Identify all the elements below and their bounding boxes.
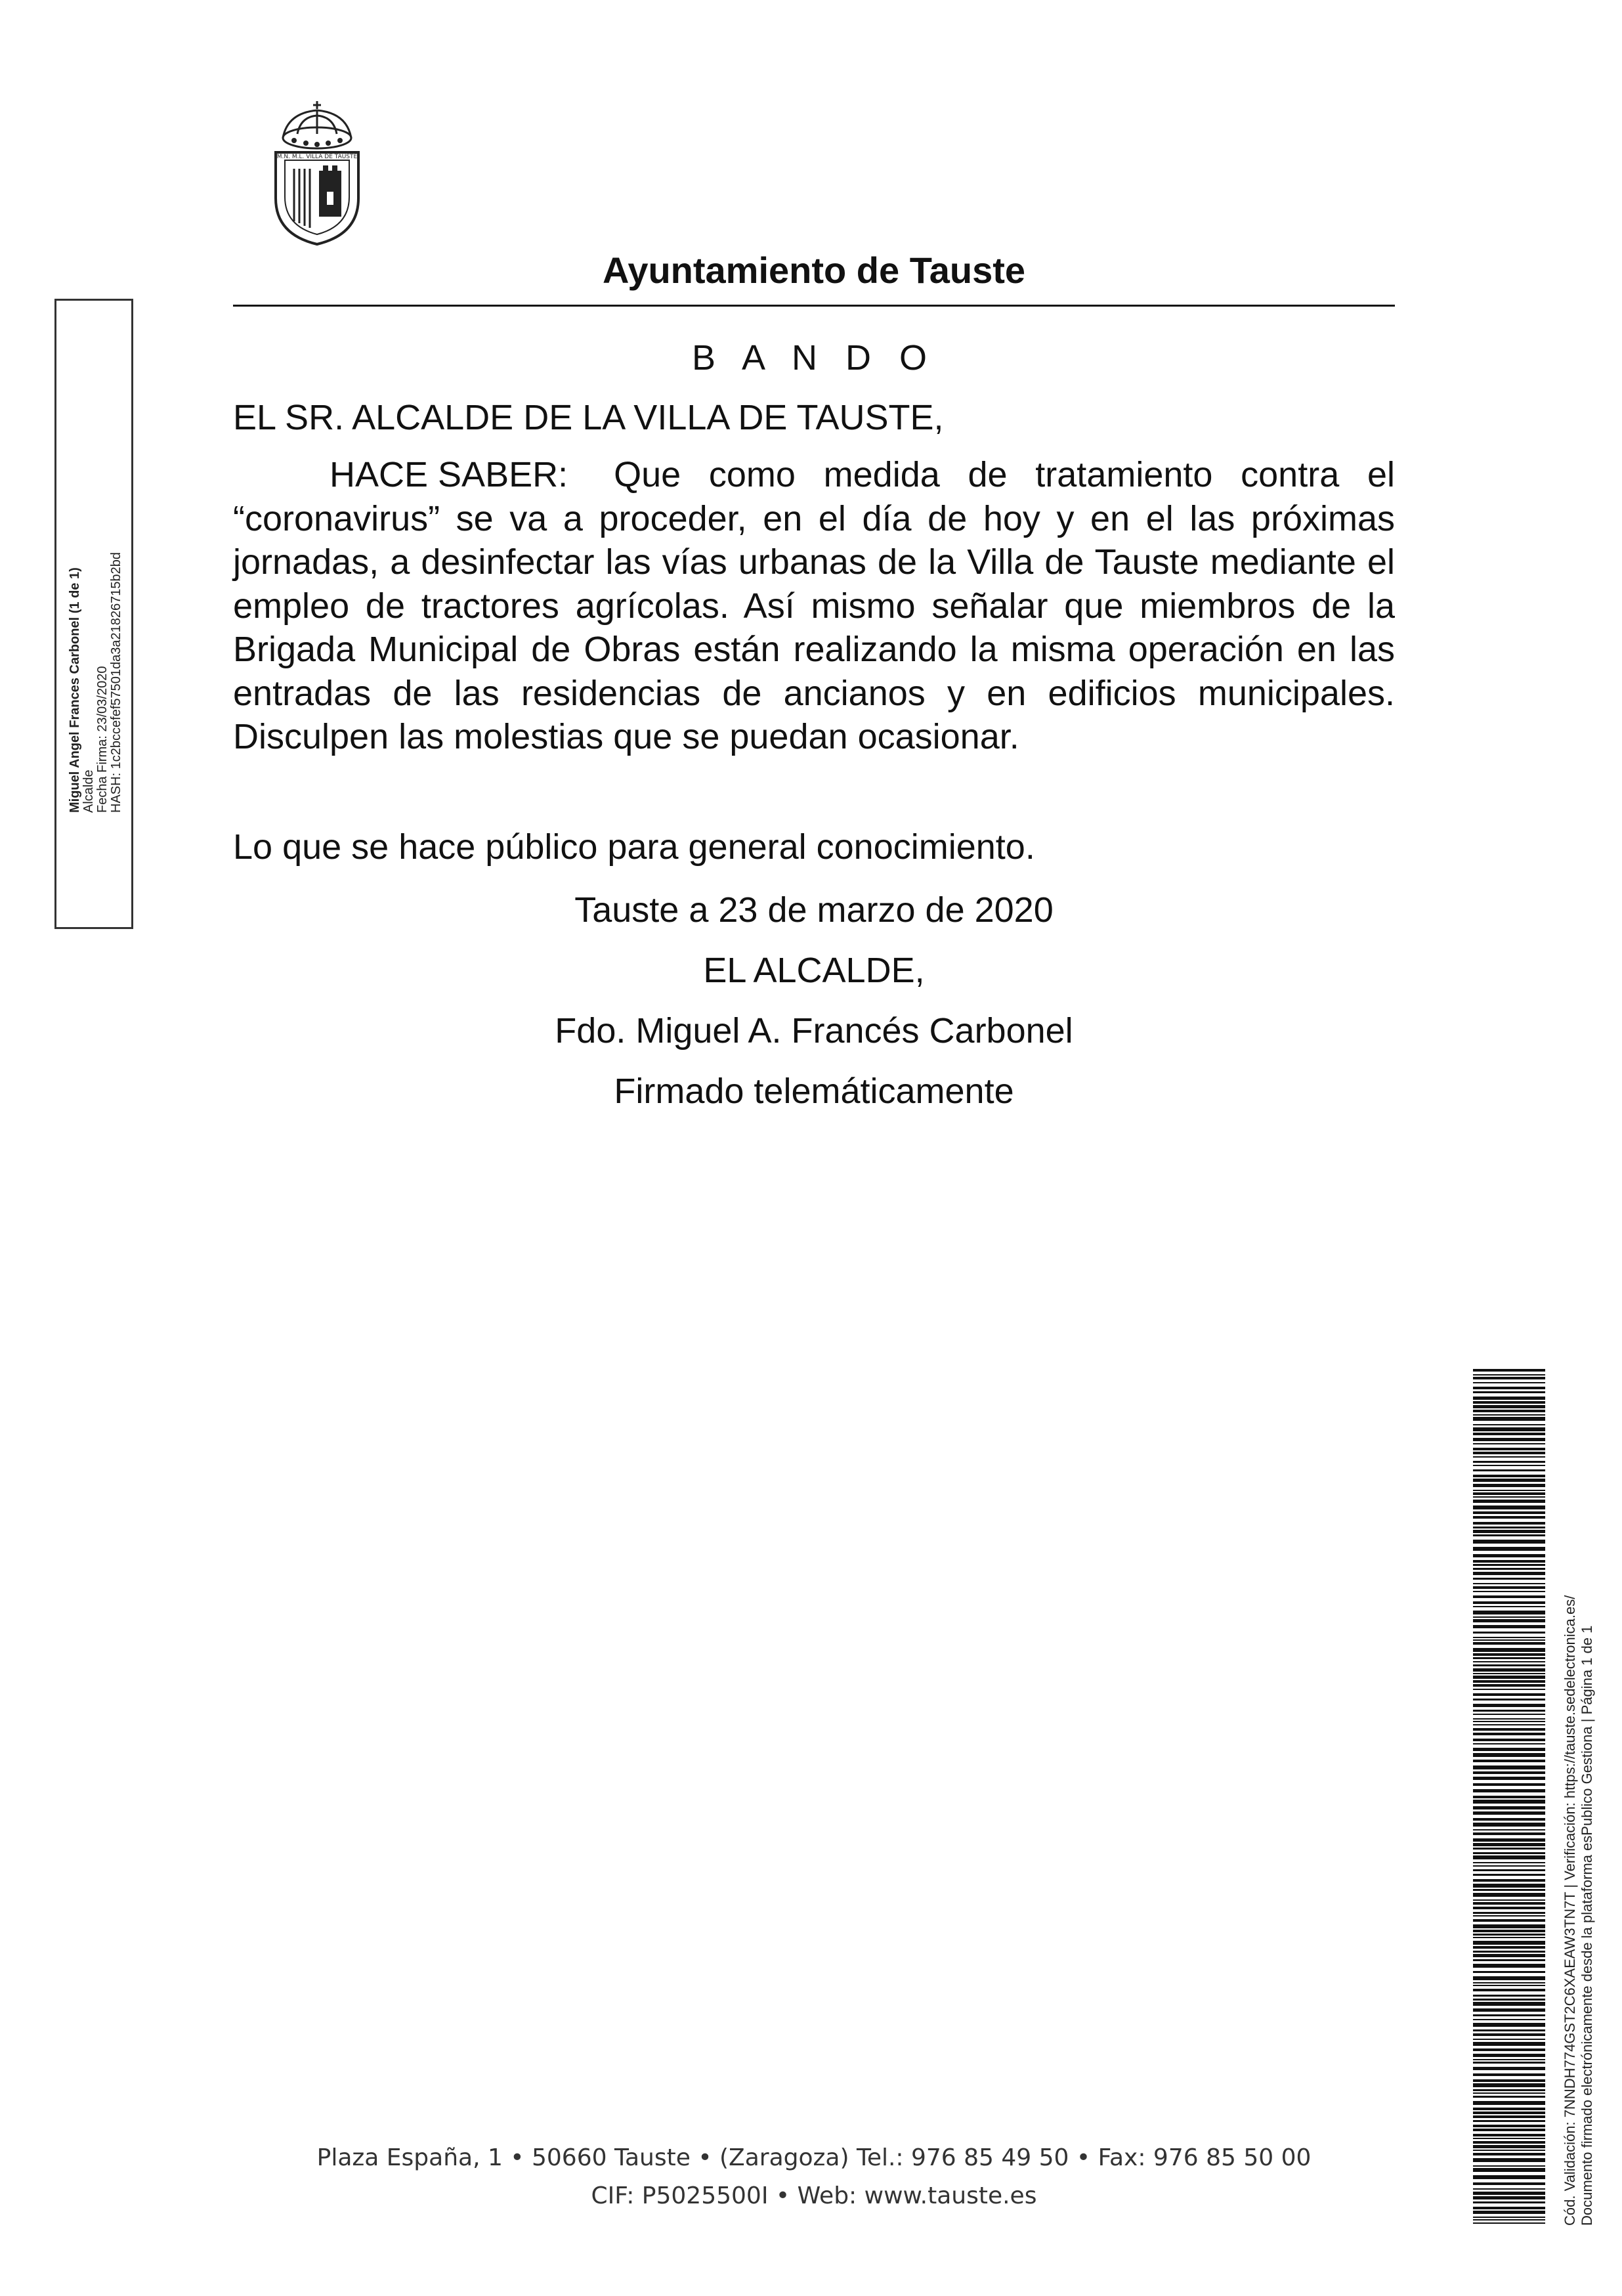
barcode-bar [1473, 1601, 1545, 1604]
barcode-bar [1473, 2120, 1545, 2122]
barcode-bar [1473, 1823, 1545, 1827]
barcode-bar [1473, 1648, 1545, 1652]
barcode-bar [1473, 1534, 1545, 1536]
barcode-bar [1473, 2211, 1545, 2214]
barcode-bar [1473, 1516, 1545, 1519]
barcode-bar [1473, 1664, 1545, 1666]
barcode-bar [1473, 2165, 1545, 2167]
barcode-bar [1473, 1492, 1545, 1495]
barcode-bar [1473, 2196, 1545, 2199]
barcode-bar [1473, 1889, 1545, 1891]
barcode-bar [1473, 1760, 1545, 1762]
barcode-bar [1473, 1382, 1545, 1383]
barcode-bar [1473, 2002, 1545, 2006]
barcode-bar [1473, 1959, 1545, 1961]
barcode-bar [1473, 1704, 1545, 1707]
barcode-bar [1473, 1591, 1545, 1592]
signature-stamp [54, 299, 133, 929]
barcode-bar [1473, 1653, 1545, 1656]
barcode-bar [1473, 1443, 1545, 1444]
barcode-bar [1473, 1924, 1545, 1928]
barcode-bar [1473, 1714, 1545, 1715]
barcode-bar [1473, 1606, 1545, 1607]
addressee: EL SR. ALCALDE DE LA VILLA DE TAUSTE, [233, 398, 944, 437]
barcode-bar [1473, 1800, 1545, 1804]
body-lead: HACE SABER: [330, 455, 568, 494]
barcode-bar [1473, 1899, 1545, 1901]
barcode-bar [1473, 1424, 1545, 1425]
barcode-bar [1473, 2096, 1545, 2098]
barcode-bar [1473, 1796, 1545, 1798]
barcode-bar [1473, 1374, 1545, 1375]
barcode-bar [1473, 1985, 1545, 1986]
footer-address: Plaza España, 1 • 50660 Tauste • (Zaragoza) Tel.: 976 85 49 50 • Fax: 976 85 50 00 [316, 2144, 1312, 2171]
barcode-bar [1473, 1739, 1545, 1741]
body-text: Que como medida de tratamiento contra el “coronavirus” se va a proceder, en el día de hoy y en el las próximas jornadas, a desinfectar las vías urbanas de la Villa de Tauste mediante el empleo de tractores agrícolas. Así mismo señalar que miembros de la Brigada Municipal de Obras están realizando la misma operación en las entradas de las residencias de ancianos y en edificios municipales. Disculpen las molestias que se puedan ocasionar. [233, 455, 1395, 756]
barcode-bar [1473, 2079, 1545, 2082]
barcode-bar [1473, 1475, 1545, 1477]
barcode-bar [1473, 1937, 1545, 1938]
barcode-bar [1473, 1689, 1545, 1690]
barcode-bar [1473, 1484, 1545, 1487]
barcode-bar [1473, 1572, 1545, 1575]
barcode-bar [1473, 1934, 1545, 1936]
barcode-bar [1473, 1500, 1545, 1503]
barcode-bar [1473, 1427, 1545, 1431]
barcode-bar [1473, 1995, 1545, 1997]
footer [233, 2139, 1395, 2215]
barcode-bar [1473, 1391, 1545, 1393]
barcode-bar [1473, 1930, 1545, 1932]
barcode-bar [1473, 1632, 1545, 1634]
barcode-bar [1473, 2059, 1545, 2060]
barcode-bar [1473, 1884, 1545, 1888]
barcode-bar [1473, 1869, 1545, 1871]
barcode-bar [1473, 1893, 1545, 1897]
svg-text:M.N. M.L. VILLA DE TAUSTE: M.N. M.L. VILLA DE TAUSTE [276, 154, 358, 160]
barcode-bar [1473, 2115, 1545, 2118]
barcode-bar [1473, 1843, 1545, 1846]
barcode-bar [1473, 1699, 1545, 1700]
barcode-bar [1473, 2150, 1545, 2151]
barcode-bar [1473, 1511, 1545, 1514]
place-date: Tauste a 23 de marzo de 2020 [574, 890, 1054, 930]
barcode-bar [1473, 1919, 1545, 1922]
closing-line: Lo que se hace público para general conocimiento. [233, 827, 1035, 867]
barcode-bar [1473, 1527, 1545, 1528]
barcode-bar [1473, 1642, 1545, 1645]
barcode-bar [1473, 1540, 1545, 1544]
barcode-bar [1473, 2134, 1545, 2136]
barcode-bar [1473, 2067, 1545, 2070]
barcode-bar [1473, 2008, 1545, 2012]
barcode-bar [1473, 1490, 1545, 1491]
header-divider [233, 305, 1395, 307]
barcode-bar [1473, 1377, 1545, 1379]
barcode-bar [1473, 1554, 1545, 1557]
barcode-bar [1473, 1902, 1545, 1905]
barcode-bar [1473, 1414, 1545, 1416]
barcode-bar [1473, 1668, 1545, 1672]
barcode-bar [1473, 1616, 1545, 1618]
barcode-bar [1473, 2129, 1545, 2131]
barcode-bar [1473, 1496, 1545, 1498]
barcode-bar [1473, 1964, 1545, 1968]
barcode-bar [1473, 1586, 1545, 1589]
barcode-bar [1473, 1637, 1545, 1638]
validation-line-2: Documento firmado electrónicamente desde la plataforma esPublico Gestiona | Página 1 de 1 [1579, 1625, 1595, 2226]
barcode-bar [1473, 1811, 1545, 1815]
barcode-bar [1473, 1397, 1545, 1400]
barcode-bar [1473, 1865, 1545, 1867]
barcode-bar [1473, 1619, 1545, 1622]
barcode-bar [1473, 1387, 1545, 1389]
barcode-bar [1473, 1673, 1545, 1674]
barcode-bar [1473, 1852, 1545, 1854]
barcode-bar [1473, 1946, 1545, 1949]
barcode-bar [1473, 1832, 1545, 1835]
barcode-bar [1473, 1874, 1545, 1876]
barcode-bar [1473, 2125, 1545, 2127]
barcode-bar [1473, 1829, 1545, 1830]
barcode-bar [1473, 1954, 1545, 1957]
barcode-bar [1473, 1999, 1545, 2001]
barcode-bar [1473, 1753, 1545, 1757]
barcode-bar [1473, 1721, 1545, 1722]
barcode-bar [1473, 1976, 1545, 1980]
barcode-bar [1473, 1710, 1545, 1712]
barcode-bar [1473, 1789, 1545, 1792]
barcode-bar [1473, 1410, 1545, 1412]
barcode-bar [1473, 1862, 1545, 1863]
barcode-bar [1473, 1456, 1545, 1458]
barcode-bar [1473, 1469, 1545, 1471]
barcode-bar [1473, 2039, 1545, 2040]
barcode-bar [1473, 2192, 1545, 2195]
barcode-bar [1473, 1771, 1545, 1774]
barcode-icon [1473, 1369, 1545, 2226]
barcode-bar [1473, 1680, 1545, 1683]
barcode-bar [1473, 1578, 1545, 1580]
barcode-bar [1473, 2019, 1545, 2020]
barcode-bar [1473, 2182, 1545, 2185]
barcode-bar [1473, 1728, 1545, 1731]
barcode-bar [1473, 2158, 1545, 2162]
barcode-bar [1473, 1765, 1545, 1769]
barcode-bar [1473, 1505, 1545, 1509]
barcode-bar [1473, 1564, 1545, 1566]
barcode-bar [1473, 2219, 1545, 2220]
barcode-bar [1473, 1724, 1545, 1725]
signature-note: Firmado telemáticamente [614, 1072, 1014, 1111]
barcode-bar [1473, 1405, 1545, 1408]
barcode-bar [1473, 1583, 1545, 1584]
barcode-bar [1473, 2023, 1545, 2027]
signature-block [233, 880, 1395, 1121]
barcode-bar [1473, 1465, 1545, 1466]
barcode-bar [1473, 2108, 1545, 2110]
stamp-hash: HASH: 1c2bccefef57501da3a21826715b2bd [109, 552, 123, 813]
barcode-bar [1473, 1982, 1545, 1983]
barcode-bar [1473, 1915, 1545, 1917]
barcode-bar [1473, 1684, 1545, 1687]
stamp-role: Alcalde [81, 769, 96, 813]
barcode-bar [1473, 1661, 1545, 1662]
barcode-bar [1473, 1748, 1545, 1751]
barcode-bar [1473, 2014, 1545, 2016]
barcode-bar [1473, 1907, 1545, 1909]
barcode-bar [1473, 2062, 1545, 2064]
barcode-bar [1473, 1693, 1545, 1696]
barcode-bar [1473, 1941, 1545, 1945]
barcode-bar [1473, 1417, 1545, 1421]
barcode-bar [1473, 1912, 1545, 1914]
barcode-bar [1473, 1401, 1545, 1404]
signer-role: EL ALCALDE, [703, 951, 925, 990]
validation-line-1: Cód. Validación: 7NNDH774GST2C6XAEAW3TN7T | Verificación: https://tauste.sedelectronica.es/ [1562, 1595, 1578, 2226]
barcode-bar [1473, 1879, 1545, 1882]
barcode-bar [1473, 2073, 1545, 2076]
barcode-bar [1473, 1989, 1545, 1991]
stamp-date: Fecha Firma: 23/03/2020 [95, 666, 110, 813]
barcode-bar [1473, 2112, 1545, 2114]
barcode-bar [1473, 2153, 1545, 2155]
barcode-bar [1473, 2092, 1545, 2094]
barcode-bar [1473, 2029, 1545, 2031]
barcode-bar [1473, 2222, 1545, 2224]
barcode-bar [1473, 1657, 1545, 1659]
barcode-bar [1473, 1568, 1545, 1570]
barcode-bar [1473, 1639, 1545, 1641]
barcode-bar [1473, 2054, 1545, 2057]
barcode-bar [1473, 1848, 1545, 1850]
barcode-bar [1473, 2175, 1545, 2179]
barcode-bar [1473, 1733, 1545, 1735]
barcode-bar [1473, 1547, 1545, 1551]
barcode-bar [1473, 1611, 1545, 1614]
barcode-bar [1473, 2048, 1545, 2051]
barcode-bar [1473, 1783, 1545, 1786]
barcode-bar [1473, 1676, 1545, 1679]
signature-stamp-text [68, 419, 123, 813]
barcode-bar [1473, 1530, 1545, 1533]
barcode-bar [1473, 1806, 1545, 1809]
validation-text [1562, 1368, 1596, 2226]
barcode-bar [1473, 1818, 1545, 1821]
barcode-bar [1473, 1560, 1545, 1563]
barcode-bar [1473, 1438, 1545, 1441]
barcode-bar [1473, 2138, 1545, 2139]
barcode-bar [1473, 1448, 1545, 1450]
document-title: B A N D O [691, 338, 937, 378]
barcode-bar [1473, 1479, 1545, 1482]
barcode-bar [1473, 1951, 1545, 1953]
signer-name: Fdo. Miguel A. Francés Carbonel [555, 1011, 1073, 1051]
barcode-bar [1473, 2168, 1545, 2172]
barcode-bar [1473, 1522, 1545, 1525]
barcode-bar [1473, 1718, 1545, 1720]
barcode-bar [1473, 1777, 1545, 1780]
barcode-bar [1473, 2207, 1545, 2209]
barcode-bar [1473, 1461, 1545, 1463]
barcode-bar [1473, 2188, 1545, 2190]
barcode-bar [1473, 1625, 1545, 1628]
page-title: Ayuntamiento de Tauste [602, 249, 1026, 291]
barcode-bar [1473, 2042, 1545, 2046]
barcode-bar [1473, 1452, 1545, 1454]
barcode-bar [1473, 1971, 1545, 1973]
barcode-bar [1473, 1855, 1545, 1859]
barcode-bar [1473, 1838, 1545, 1842]
barcode-bar [1473, 2141, 1545, 2144]
barcode-bar [1473, 1369, 1545, 1372]
barcode-bar [1473, 2201, 1545, 2203]
coat-of-arms-icon [268, 100, 366, 248]
body-paragraph [233, 453, 1395, 759]
barcode-bar [1473, 1743, 1545, 1744]
barcode-bar [1473, 2101, 1545, 2105]
stamp-signer: Miguel Angel Frances Carbonel (1 de 1) [68, 567, 82, 813]
barcode-bar [1473, 1433, 1545, 1435]
footer-cif-web: CIF: P5025500I • Web: www.tauste.es [591, 2182, 1037, 2209]
barcode-bar [1473, 2217, 1545, 2218]
barcode-bar [1473, 2083, 1545, 2087]
barcode-bar [1473, 2033, 1545, 2036]
barcode-bar [1473, 2145, 1545, 2148]
barcode-bar [1473, 1595, 1545, 1598]
barcode-bar [1473, 2089, 1545, 2091]
